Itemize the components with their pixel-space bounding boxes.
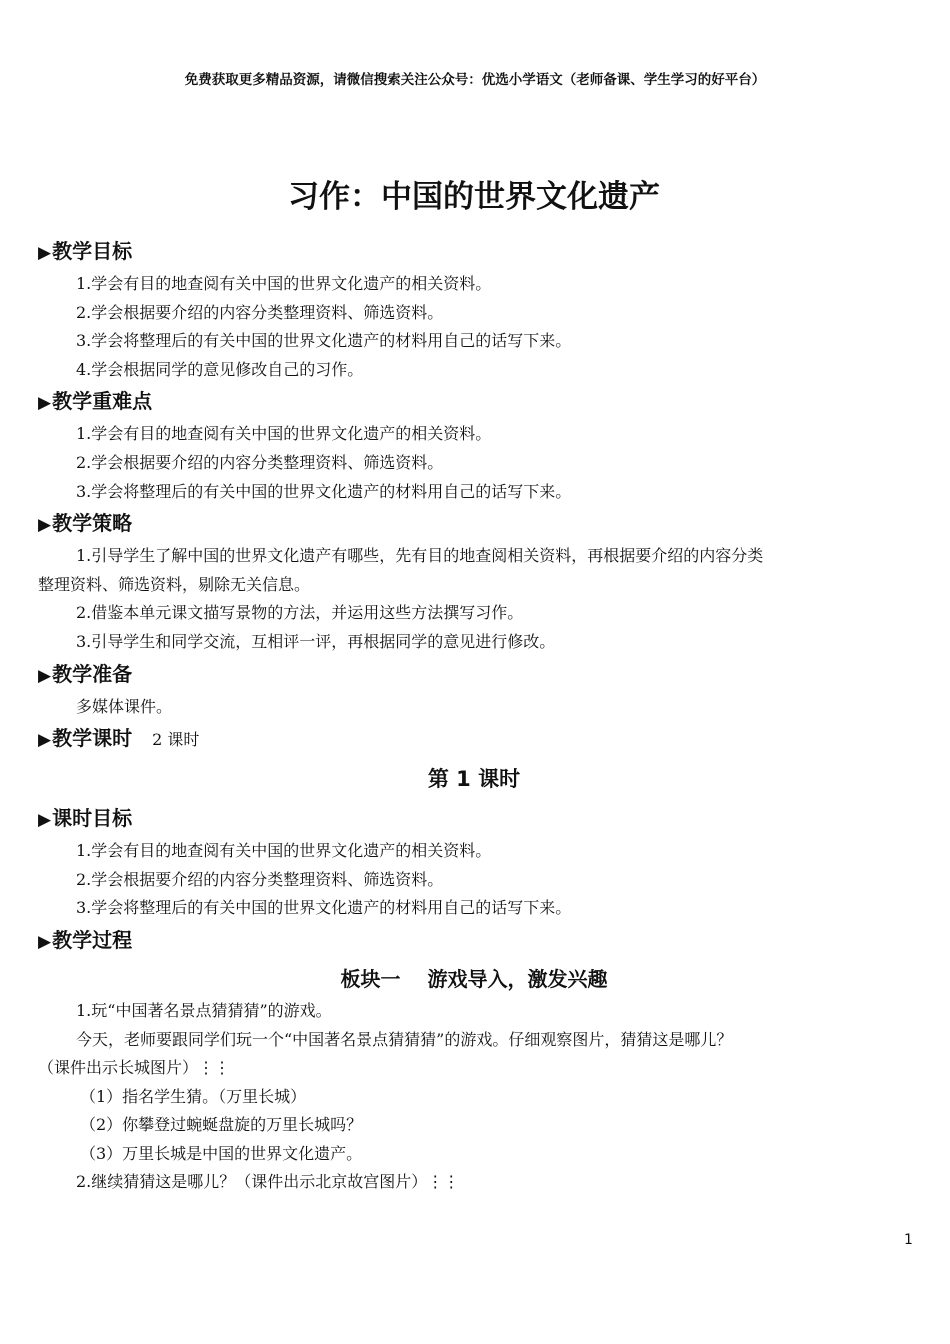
- list-item: 1.学会有目的地查阅有关中国的世界文化遗产的相关资料。: [76, 424, 492, 444]
- list-item: 3.学会将整理后的有关中国的世界文化遗产的材料用自己的话写下来。: [76, 331, 572, 351]
- list-item: 2.学会根据要介绍的内容分类整理资料、筛选资料。: [76, 302, 444, 322]
- list-item: 3.引导学生和同学交流，互相评一评，再根据同学的意见进行修改。: [76, 631, 556, 651]
- triangle-marker-icon: ▶: [38, 515, 52, 536]
- section-heading-key-points: ▶教学重难点: [38, 389, 153, 414]
- hours-value: 2 课时: [152, 730, 200, 750]
- section-heading-process: ▶教学过程: [38, 927, 133, 952]
- section-heading-lesson-goals: ▶课时目标: [38, 806, 133, 831]
- sub-item: （2）你攀登过蜿蜒盘旋的万里长城吗？: [80, 1115, 363, 1135]
- list-item-continuation: 整理资料、筛选资料，剔除无关信息。: [38, 574, 311, 594]
- triangle-marker-icon: ▶: [38, 393, 52, 414]
- list-item: 2.学会根据要介绍的内容分类整理资料、筛选资料。: [76, 452, 444, 472]
- list-item: 1.玩“中国著名景点猜猜猜”的游戏。: [76, 1000, 332, 1020]
- triangle-marker-icon: ▶: [38, 243, 52, 263]
- section-heading-hours: ▶教学课时 2 课时: [38, 726, 200, 751]
- paragraph: 今天，老师要跟同学们玩一个“中国著名景点猜猜猜”的游戏。仔细观察图片，猜猜这是哪儿？: [76, 1029, 733, 1049]
- page-title: 习作：中国的世界文化遗产: [288, 179, 660, 215]
- document-body: [38, 172, 910, 1197]
- list-item: 4.学会根据同学的意见修改自己的习作。: [76, 359, 364, 379]
- triangle-marker-icon: ▶: [38, 730, 52, 751]
- section-heading-preparation: ▶教学准备: [38, 661, 133, 686]
- list-item: 2.借鉴本单元课文描写景物的方法，并运用这些方法撰写习作。: [76, 603, 524, 623]
- triangle-marker-icon: ▶: [38, 810, 52, 831]
- list-item: 1.学会有目的地查阅有关中国的世界文化遗产的相关资料。: [76, 274, 492, 293]
- sub-item: （1）指名学生猜。（万里长城）: [80, 1086, 307, 1106]
- header-note: 免费获取更多精品资源，请微信搜索关注公众号：优选小学语文（老师备课、学生学习的好平台）: [184, 72, 766, 88]
- triangle-marker-icon: ▶: [38, 931, 52, 952]
- list-item: 1.学会有目的地查阅有关中国的世界文化遗产的相关资料。: [76, 841, 492, 861]
- list-item: 1.引导学生了解中国的世界文化遗产有哪些，先有目的地查阅相关资料，再根据要介绍的内容分类: [76, 546, 764, 566]
- list-item: 2.继续猜猜这是哪儿？（课件出示北京故宫图片）⋮⋮: [76, 1172, 460, 1192]
- sub-item: （3）万里长城是中国的世界文化遗产。: [80, 1143, 363, 1163]
- block-title: 板块一 游戏导入，激发兴趣: [340, 966, 608, 991]
- page-number: 1: [904, 1232, 913, 1248]
- paragraph-continuation: （课件出示长城图片）⋮⋮: [38, 1058, 231, 1078]
- section-heading-strategy: ▶教学策略: [38, 511, 133, 536]
- lesson-title: 第 1 课时: [427, 767, 521, 792]
- list-item: 2.学会根据要介绍的内容分类整理资料、筛选资料。: [76, 869, 444, 889]
- section-heading-goals: ▶教学目标: [38, 239, 133, 263]
- preparation-text: 多媒体课件。: [76, 696, 173, 716]
- list-item: 3.学会将整理后的有关中国的世界文化遗产的材料用自己的话写下来。: [76, 898, 572, 918]
- list-item: 3.学会将整理后的有关中国的世界文化遗产的材料用自己的话写下来。: [76, 481, 572, 501]
- triangle-marker-icon: ▶: [38, 665, 52, 686]
